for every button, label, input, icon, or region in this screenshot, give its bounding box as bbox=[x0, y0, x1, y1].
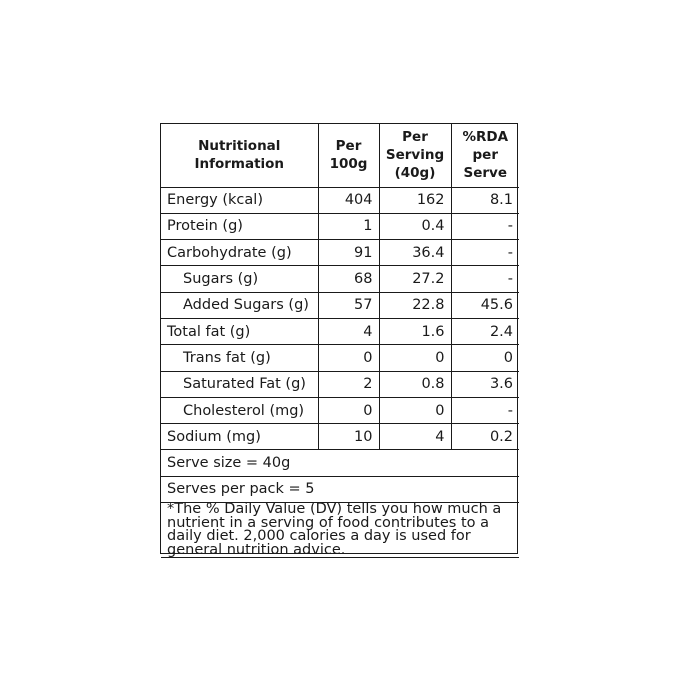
row-label: Protein (g) bbox=[161, 213, 318, 239]
header-rda-line1: %RDA bbox=[462, 129, 509, 146]
value-per-100g: 57 bbox=[318, 292, 379, 318]
value-per-serving: 4 bbox=[379, 424, 451, 450]
row-label: Sodium (mg) bbox=[161, 424, 318, 450]
value-per-serving: 36.4 bbox=[379, 240, 451, 266]
serve-size-row bbox=[161, 450, 519, 476]
value-per-serving: 162 bbox=[379, 187, 451, 213]
table-row bbox=[161, 292, 519, 318]
footnote-row bbox=[161, 503, 519, 558]
header-rda bbox=[451, 124, 519, 187]
table-row bbox=[161, 371, 519, 397]
header-rda-line2: per bbox=[472, 147, 498, 164]
header-per-serving-line1: Per bbox=[402, 129, 428, 146]
table-row bbox=[161, 345, 519, 371]
row-label: Carbohydrate (g) bbox=[161, 240, 318, 266]
row-label: Saturated Fat (g) bbox=[161, 371, 318, 397]
serves-per-pack-row bbox=[161, 476, 519, 502]
row-label: Sugars (g) bbox=[161, 266, 318, 292]
value-per-100g: 0 bbox=[318, 345, 379, 371]
nutrition-table bbox=[161, 124, 519, 558]
value-per-serving: 0 bbox=[379, 397, 451, 423]
header-nutrient-line1: Nutritional bbox=[198, 138, 281, 155]
serve-size: Serve size = 40g bbox=[161, 450, 519, 476]
value-rda: 0 bbox=[451, 345, 519, 371]
value-per-100g: 10 bbox=[318, 424, 379, 450]
value-per-100g: 2 bbox=[318, 371, 379, 397]
header-per-serving-line2: Serving bbox=[385, 147, 445, 164]
row-label: Trans fat (g) bbox=[161, 345, 318, 371]
value-per-100g: 91 bbox=[318, 240, 379, 266]
value-per-100g: 4 bbox=[318, 318, 379, 344]
value-per-serving: 0.8 bbox=[379, 371, 451, 397]
value-rda: 45.6 bbox=[451, 292, 519, 318]
row-label: Energy (kcal) bbox=[161, 187, 318, 213]
row-label: Cholesterol (mg) bbox=[161, 397, 318, 423]
value-rda: - bbox=[451, 266, 519, 292]
value-per-serving: 0 bbox=[379, 345, 451, 371]
nutrition-facts-panel bbox=[160, 123, 518, 558]
header-per-100g bbox=[318, 124, 379, 187]
header-per-100g-line1: Per bbox=[335, 138, 362, 155]
row-label: Added Sugars (g) bbox=[161, 292, 318, 318]
value-rda: - bbox=[451, 213, 519, 239]
row-label: Total fat (g) bbox=[161, 318, 318, 344]
table-row bbox=[161, 397, 519, 423]
table-row bbox=[161, 213, 519, 239]
value-rda: - bbox=[451, 397, 519, 423]
header-per-serving-line3: (40g) bbox=[394, 165, 436, 182]
header-rda-line3: Serve bbox=[463, 165, 507, 182]
table-row bbox=[161, 424, 519, 450]
footnote: *The % Daily Value (DV) tells you how much a nutrient in a serving of food contributes to a daily diet. 2,000 calories a day is used for general nutrition advice. bbox=[161, 503, 519, 558]
value-per-100g: 68 bbox=[318, 266, 379, 292]
value-per-serving: 1.6 bbox=[379, 318, 451, 344]
header-nutrient bbox=[161, 124, 318, 187]
value-per-100g: 0 bbox=[318, 397, 379, 423]
serves-per-pack: Serves per pack = 5 bbox=[161, 476, 519, 502]
value-per-100g: 404 bbox=[318, 187, 379, 213]
value-per-serving: 27.2 bbox=[379, 266, 451, 292]
value-rda: 8.1 bbox=[451, 187, 519, 213]
header-row bbox=[161, 124, 519, 187]
header-per-100g-line2: 100g bbox=[329, 156, 368, 173]
value-rda: 3.6 bbox=[451, 371, 519, 397]
value-rda: 2.4 bbox=[451, 318, 519, 344]
value-per-serving: 22.8 bbox=[379, 292, 451, 318]
table-row bbox=[161, 240, 519, 266]
value-rda: - bbox=[451, 240, 519, 266]
header-per-serving bbox=[379, 124, 451, 187]
value-rda: 0.2 bbox=[451, 424, 519, 450]
value-per-100g: 1 bbox=[318, 213, 379, 239]
table-row bbox=[161, 318, 519, 344]
table-row bbox=[161, 266, 519, 292]
value-per-serving: 0.4 bbox=[379, 213, 451, 239]
header-nutrient-line2: Information bbox=[194, 156, 285, 173]
table-row bbox=[161, 187, 519, 213]
